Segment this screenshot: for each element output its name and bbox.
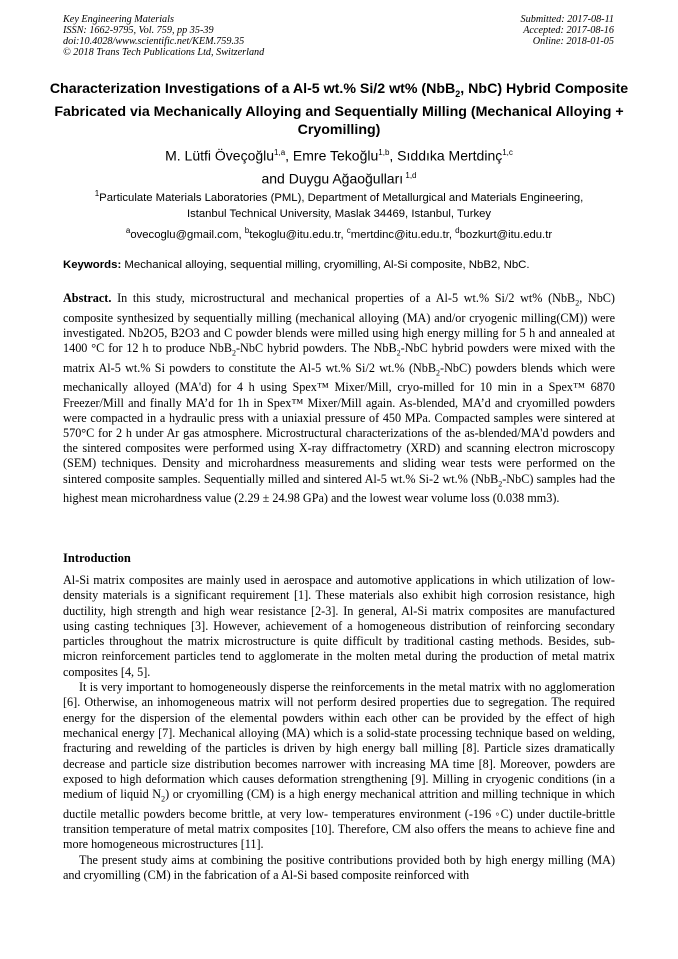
- intro-paragraph-3: The present study aims at combining the positive contributions provided both by high energy milling (MA) and cryomilling (CM) in the fabrication of a Al-Si based composite reinforced with: [63, 852, 615, 883]
- journal-header: [63, 14, 264, 58]
- email-a[interactable]: ovecoglu@gmail.com,: [130, 228, 245, 241]
- author-2: , Emre Tekoğlu: [285, 147, 379, 164]
- email-b[interactable]: tekoglu@itu.edu.tr,: [249, 228, 347, 241]
- abstract: [63, 291, 615, 506]
- introduction-heading: Introduction: [63, 551, 131, 565]
- author-emails: [40, 223, 638, 243]
- online-date: Online: 2018-01-05: [532, 36, 614, 47]
- intro-p2-sub: 2: [161, 794, 166, 804]
- abstract-text: -NbC hybrid powders were mixed with the matrix Al-5 wt.% Si powders to constitute the Al-5 wt.% Si/2 wt.% (NbB: [63, 341, 615, 375]
- keywords: [63, 258, 623, 273]
- accepted-date: Accepted: 2017-08-16: [523, 25, 614, 36]
- title-part-2: , NbC) Hybrid Composite Fabricated via Mechanically Alloying and Sequentially Milling (Mechanical Alloying + Cryomilling): [54, 81, 629, 138]
- intro-p2-text: ) or cryomilling (CM) is a high energy mechanical attrition and milling technique in which ductile metallic powders become brittle, at very low- temperatures environment (-196 ◦C) under ductile-brittle transition temperature of metal matrix composites [10]. Therefore, CM also offers the means to achieve fine and more homogeneous microstructures [11].: [63, 787, 615, 852]
- author-1: M. Lütfi Öveçoğlu: [165, 147, 275, 164]
- dates-header: [521, 14, 614, 47]
- affiliation-sup: 1: [94, 189, 100, 198]
- keywords-text: Mechanical alloying, sequential milling, cryomilling, Al-Si composite, NbB2, NbC.: [121, 259, 530, 271]
- affiliation: [40, 186, 638, 222]
- abstract-sub: 2: [396, 348, 401, 358]
- abstract-text: -NbC hybrid powders. The NbB: [236, 341, 397, 356]
- email-a-sup: a: [125, 226, 131, 235]
- affiliation-line-2: Istanbul Technical University, Maslak 34469, Istanbul, Turkey: [186, 207, 492, 220]
- author-4: and Duygu Ağaoğulları: [261, 170, 404, 187]
- journal-copyright: © 2018 Trans Tech Publications Ltd, Switzerland: [63, 47, 265, 58]
- email-c-sup: c: [346, 226, 351, 235]
- intro-paragraph-2: [63, 680, 615, 853]
- abstract-text: -NbC) samples had the highest mean microhardness value (2.29 ± 24.98 GPa) and the lowest wear volume loss (0.038 mm3).: [63, 471, 615, 506]
- author-1-sup: 1,a: [274, 148, 286, 157]
- abstract-text: -NbC) powders blends which were mechanically alloyed (MA'd) for 4 h using Spex™ Mixer/Mill, cryo-milled for 10 min in a Spex™ 6870 Freezer/Mill and finally MA’d for 1h in Spex™ Mixer/Mill again. As-blended, MA’d and cryomilled powders were compacted in a hydraulic press with a uniaxial pressure of 450 MPa. Compacted samples were sintered at 570°C for 2 h under Ar gas atmosphere. Microstructural characterizations of the as-blended/MA'd powders and the sintered composites were performed using X-ray diffractometry (XRD) and scanning electron microscopy (SEM) techniques. Density and microhardness measurements and sliding wear tests were performed on the sintered composite samples. Sequentially milled and sintered Al-5 wt.% Si-2 wt.% (NbB: [63, 360, 616, 486]
- email-b-sup: b: [244, 226, 250, 235]
- journal-name: Key Engineering Materials: [63, 14, 174, 25]
- abstract-sub: 2: [498, 478, 503, 488]
- affiliation-line-1: Particulate Materials Laboratories (PML), Department of Metallurgical and Materials Engineering,: [99, 191, 584, 204]
- introduction-body: [63, 573, 615, 883]
- journal-doi: doi:10.4028/www.scientific.net/KEM.759.35: [63, 36, 245, 47]
- email-d-sup: d: [455, 226, 460, 235]
- author-4-sup: 1,d: [403, 170, 417, 180]
- title-subscript: 2: [455, 88, 461, 99]
- author-3: , Sıddıka Mertdinç: [389, 147, 503, 164]
- intro-p2-text: It is very important to homogeneously disperse the reinforcements in the metal matrix with no agglomeration [6]. Otherwise, an inhomogeneous matrix will not perform desired properties due to segregation. The required energy for the dispersion of the elemental powders within each other can be provided by the effect of high mechanical energy [7]. Mechanical alloying (MA) which is a solid-state processing technique based on welding, fracturing and rewelding of the particles is driven by high energy ball milling [8]. Particle sizes dramatically decrease and particle size distribution becomes narrower with increasing MA time [8]. Moreover, powders are exposed to high deformation which causes deformation strengthening [9]. Milling in cryogenic conditions (in a medium of liquid N: [63, 680, 615, 802]
- abstract-sub: 2: [232, 348, 236, 358]
- email-c[interactable]: mertdinc@itu.edu.tr,: [350, 228, 456, 241]
- author-3-sup: 1,c: [502, 148, 513, 157]
- abstract-sub: 2: [575, 298, 580, 308]
- email-d[interactable]: bozkurt@itu.edu.tr: [459, 228, 553, 241]
- abstract-sub: 2: [436, 368, 441, 378]
- journal-issn: ISSN: 1662-9795, Vol. 759, pp 35-39: [63, 25, 214, 36]
- keywords-label: Keywords:: [63, 259, 122, 271]
- submitted-date: Submitted: 2017-08-11: [520, 14, 614, 25]
- abstract-text: In this study, microstructural and mechanical properties of a Al-5 wt.% Si/2 wt% (NbB: [111, 291, 576, 305]
- abstract-label: Abstract.: [63, 291, 112, 305]
- title-part-1: Characterization Investigations of a Al-5 wt.% Si/2 wt% (NbB: [49, 81, 456, 97]
- abstract-text: , NbC) composite synthesized by sequentially milling (mechanical alloying (MA) and/or cryogenic milling(CM)) were investigated. Nb2O5, B2O3 and C powder blends were milled using high energy milling for 5 h and annealed at 1400 °C for 12 h to produce NbB: [63, 291, 615, 356]
- paper-title: [40, 80, 638, 139]
- intro-paragraph-1: Al-Si matrix composites are mainly used in aerospace and automotive applications in which utilization of low-density materials is a significant requirement [1]. These materials also exhibit high corrosion resistance, high ductility, high strength and high wear resistance [2-3]. In general, Al-Si matrix composites are manufactured using casting techniques [3]. However, achievement of a homogeneous distribution of reinforcing secondary particles throughout the matrix microstructure is quite difficult by traditional casting methods. Besides, sub-micron reinforcement particles tend to agglomerate in the molten metal during the production of metal matrix composites [4, 5].: [63, 573, 615, 679]
- author-list: [40, 143, 638, 188]
- author-2-sup: 1,b: [378, 148, 390, 157]
